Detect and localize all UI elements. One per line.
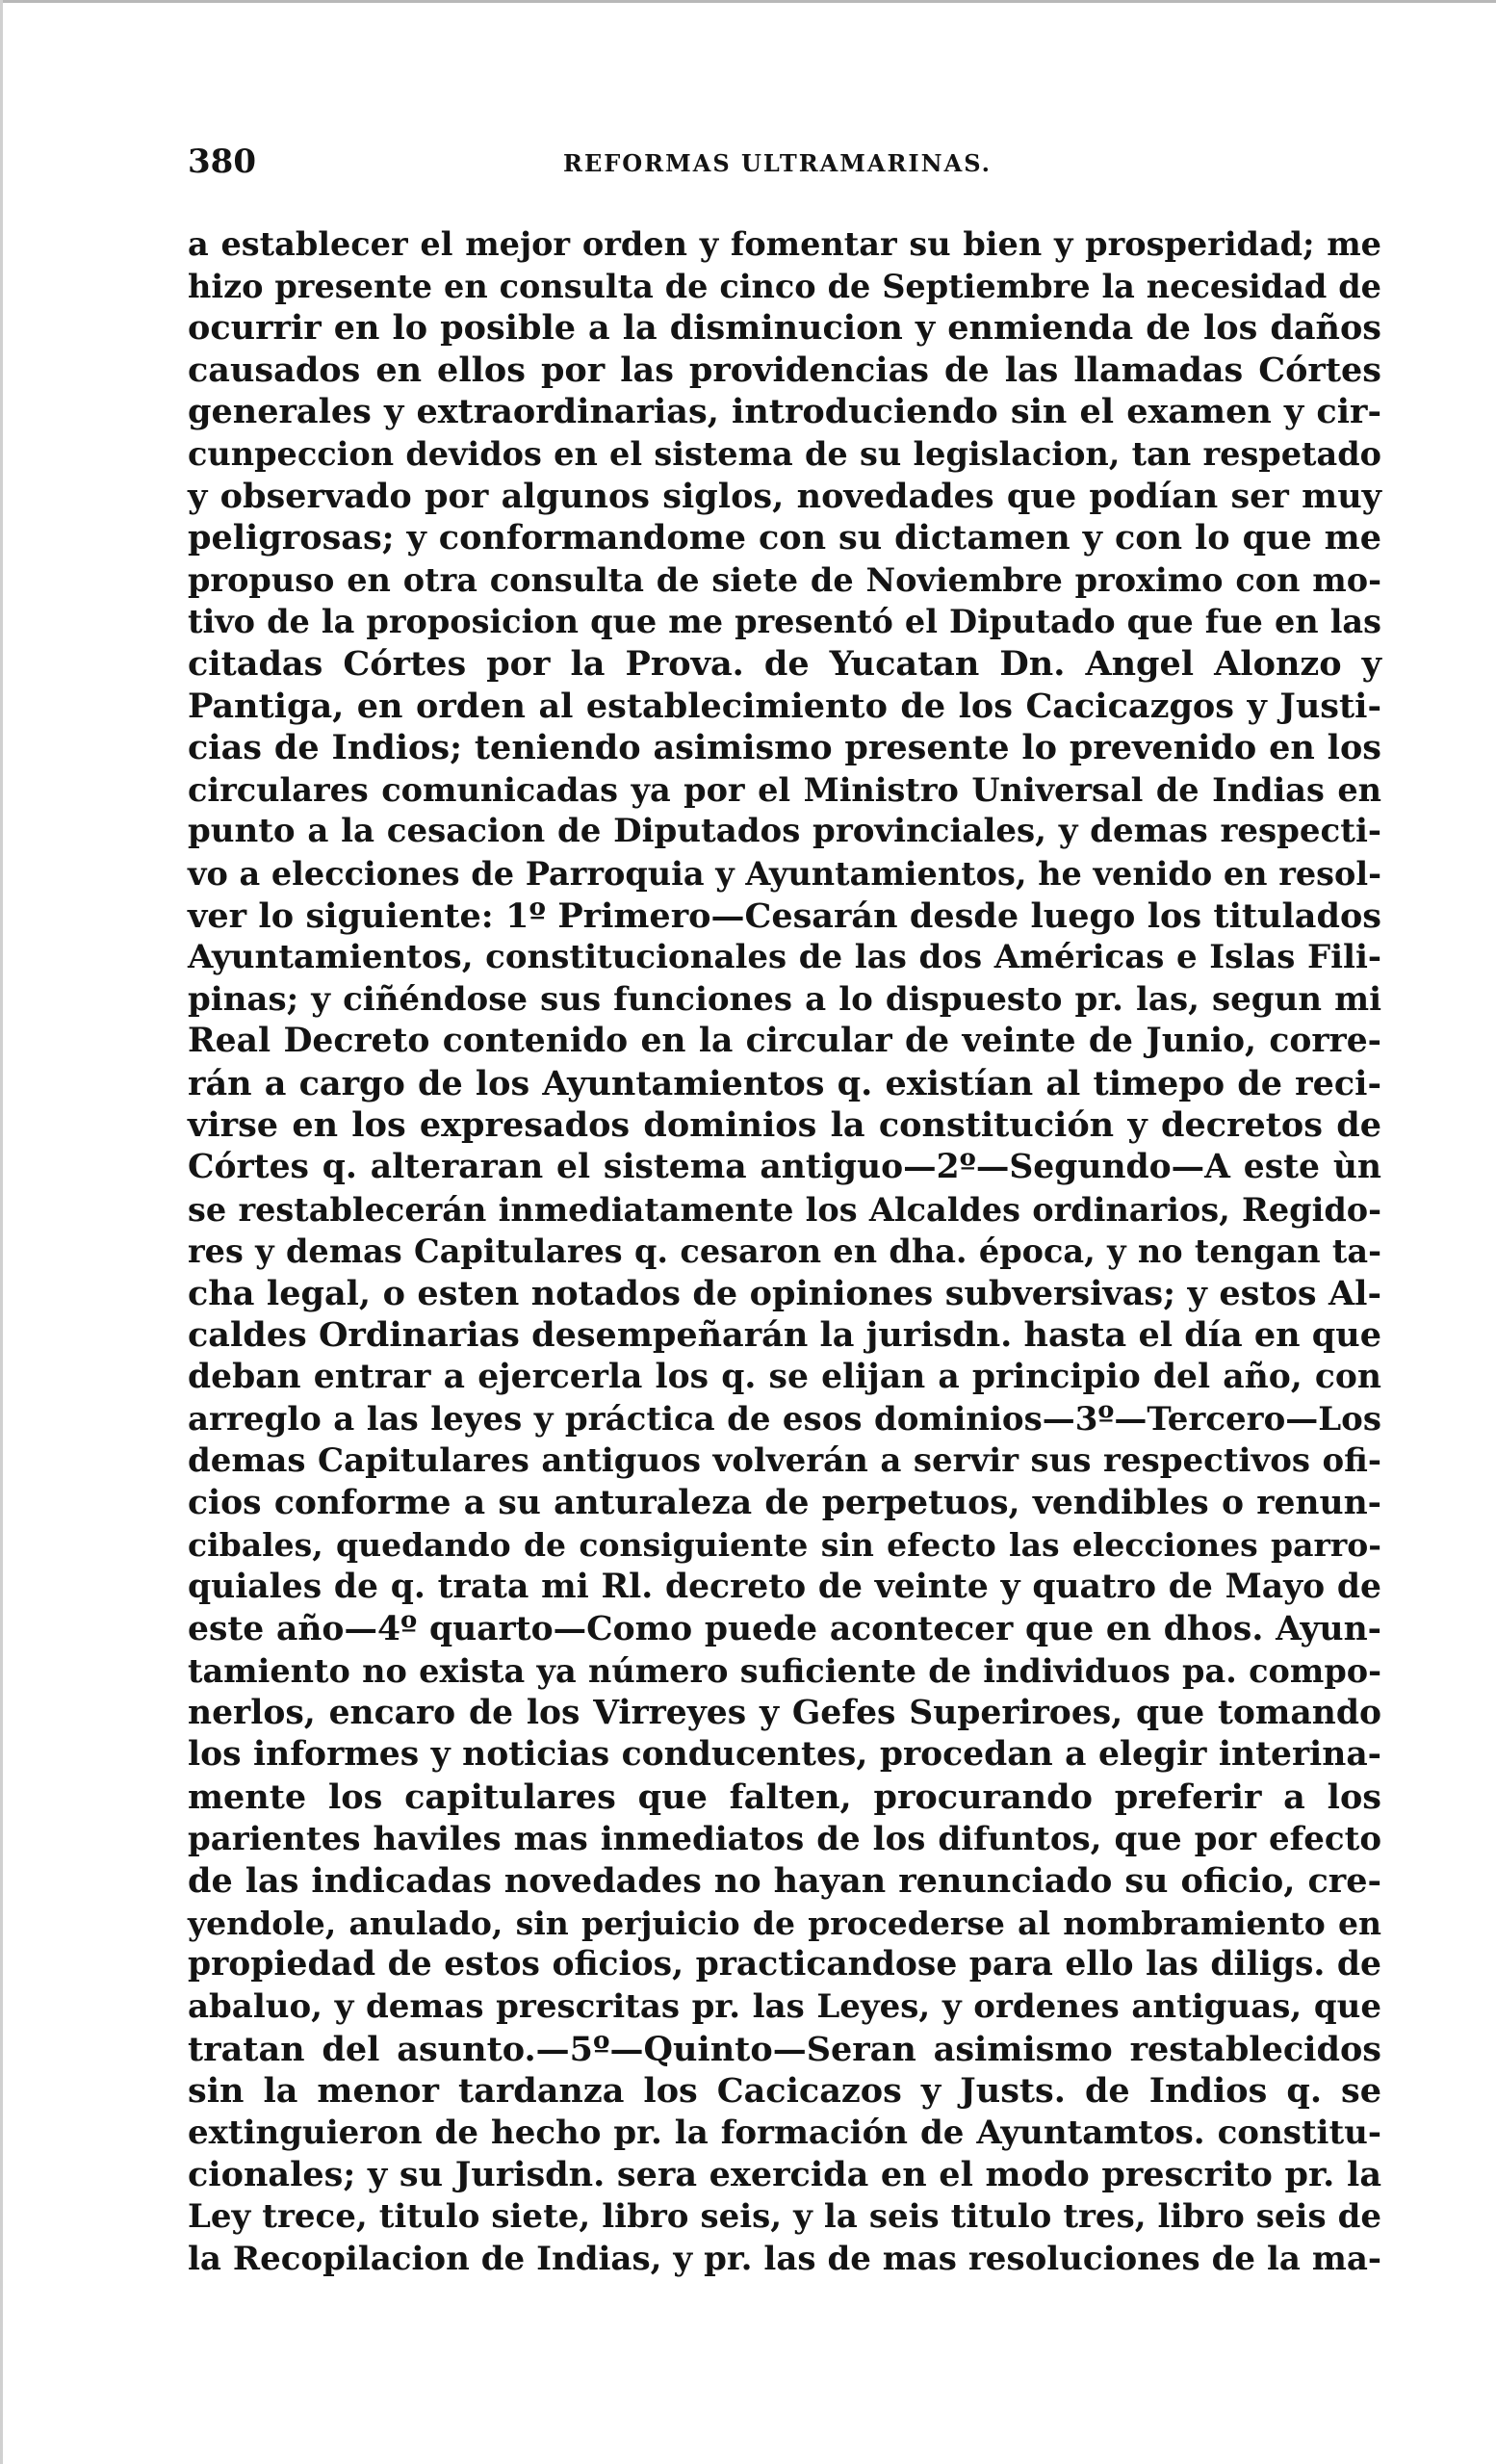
text-line: cionales; y su Jurisdn. sera exercida en el modo prescrito pr. la: [188, 2155, 1381, 2195]
text-line: hizo presente en consulta de cinco de Septiembre la necesidad de: [188, 267, 1381, 305]
text-line: ver lo siguiente: 1º Primero—Cesarán desde luego los titulados: [188, 895, 1381, 936]
text-line: citadas Córtes por la Prova. de Yucatan Dn. Angel Alonzo y: [188, 643, 1381, 684]
text-line: res y demas Capitulares q. cesaron en dha. época, y no tengan ta-: [188, 1232, 1381, 1271]
text-line: generales y extraordinarias, introduciendo sin el examen y cir-: [188, 392, 1381, 432]
text-line: yendole, anulado, sin perjuicio de procederse al nombramiento en: [188, 1904, 1381, 1942]
running-head: [188, 143, 1372, 181]
text-line: causados en ellos por las providencias de las llamadas Córtes: [188, 350, 1381, 390]
text-line: propiedad de estos oficios, practicandose para ello las diligs. de: [188, 1945, 1381, 1984]
text-line: de las indicadas novedades no hayan renunciado su oficio, cre-: [188, 1861, 1381, 1902]
text-line: y observado por algunos siglos, novedades que podían ser muy: [188, 476, 1381, 516]
text-line: demas Capitulares antiguos volverán a servir sus respectivos ofi-: [188, 1441, 1381, 1481]
text-line: Ley trece, titulo siete, libro seis, y la seis titulo tres, libro seis de: [188, 2196, 1381, 2236]
text-line: se restablecerán inmediatamente los Alcaldes ordinarios, Regido-: [188, 1190, 1381, 1229]
text-line: virse en los expresados dominios la constitución y decretos de: [188, 1105, 1381, 1146]
text-line: tivo de la proposicion que me presentó el Diputado que fue en las: [188, 603, 1381, 641]
text-line: cibales, quedando de consiguiente sin efecto las elecciones parro-: [188, 1526, 1381, 1565]
text-line: tratan del asunto.—5º—Quinto—Seran asimismo restablecidos: [188, 2029, 1381, 2069]
text-line: ocurrir en lo posible a la disminucion y enmienda de los daños: [188, 308, 1381, 349]
text-line: a establecer el mejor orden y fomentar su bien y prosperidad; me: [188, 225, 1381, 263]
text-line: pinas; y ciñéndose sus funciones a lo dispuesto pr. las, segun mi: [188, 979, 1381, 1019]
text-line: peligrosas; y conformandome con su dictamen y con lo que me: [188, 518, 1381, 558]
text-line: nerlos, encaro de los Virreyes y Gefes Superiroes, que tomando: [188, 1693, 1381, 1732]
text-line: tamiento no exista ya número suficiente de individuos pa. compo-: [188, 1652, 1381, 1691]
text-line: cunpeccion devidos en el sistema de su legislacion, tan respetado: [188, 434, 1381, 473]
text-line: Córtes q. alteraran el sistema antiguo—2º—Segundo—A este ùn: [188, 1148, 1381, 1187]
scan-edge-left: [0, 0, 3, 2464]
text-line: punto a la cesacion de Diputados provinciales, y demas respecti-: [188, 812, 1381, 851]
text-line: rán a cargo de los Ayuntamientos q. existían al timepo de reci-: [188, 1063, 1381, 1103]
text-line: extinguieron de hecho pr. la formación de Ayuntamtos. constitu-: [188, 2113, 1381, 2152]
text-line: cias de Indios; teniendo asimismo presente lo prevenido en los: [188, 728, 1381, 768]
text-line: vo a elecciones de Parroquia y Ayuntamientos, he venido en resol-: [188, 854, 1381, 893]
text-line: caldes Ordinarias desempeñarán la jurisdn. hasta el día en que: [188, 1315, 1381, 1356]
text-line: Ayuntamientos, constitucionales de las dos Américas e Islas Fili-: [188, 938, 1381, 977]
running-title: REFORMAS ULTRAMARINAS.: [563, 149, 993, 177]
body-text: [188, 223, 1381, 2280]
text-line: parientes haviles mas inmediatos de los difuntos, que por efecto: [188, 1819, 1381, 1858]
text-line: mente los capitulares que falten, procurando preferir a los: [188, 1777, 1381, 1817]
text-line: Pantiga, en orden al establecimiento de los Cacicazgos y Justi-: [188, 686, 1381, 726]
text-line: propuso en otra consulta de siete de Noviembre proximo con mo-: [188, 560, 1381, 599]
text-line: abaluo, y demas prescritas pr. las Leyes, y ordenes antiguas, que: [188, 1986, 1381, 2026]
page-number: 380: [188, 143, 256, 181]
text-line: quiales de q. trata mi Rl. decreto de veinte y quatro de Mayo de: [188, 1568, 1381, 1606]
text-line: cios conforme a su anturaleza de perpetuos, vendibles o renun-: [188, 1483, 1381, 1522]
text-line: arreglo a las leyes y práctica de esos dominios—3º—Tercero—Los: [188, 1399, 1381, 1439]
text-line: los informes y noticias conducentes, procedan a elegir interina-: [188, 1735, 1381, 1775]
text-line: Real Decreto contenido en la circular de veinte de Junio, corre-: [188, 1022, 1381, 1061]
text-line: este año—4º quarto—Como puede acontecer que en dhos. Ayun-: [188, 1609, 1381, 1648]
text-line: sin la menor tardanza los Cacicazos y Justs. de Indios q. se: [188, 2071, 1381, 2112]
text-line: deban entrar a ejercerla los q. se elijan a principio del año, con: [188, 1358, 1381, 1397]
scan-edge-top: [0, 0, 1496, 3]
text-line: la Recopilacion de Indias, y pr. las de mas resoluciones de la ma-: [188, 2239, 1381, 2278]
text-line: circulares comunicadas ya por el Ministro Universal de Indias en: [188, 770, 1381, 809]
text-line: cha legal, o esten notados de opiniones subversivas; y estos Al-: [188, 1273, 1381, 1313]
